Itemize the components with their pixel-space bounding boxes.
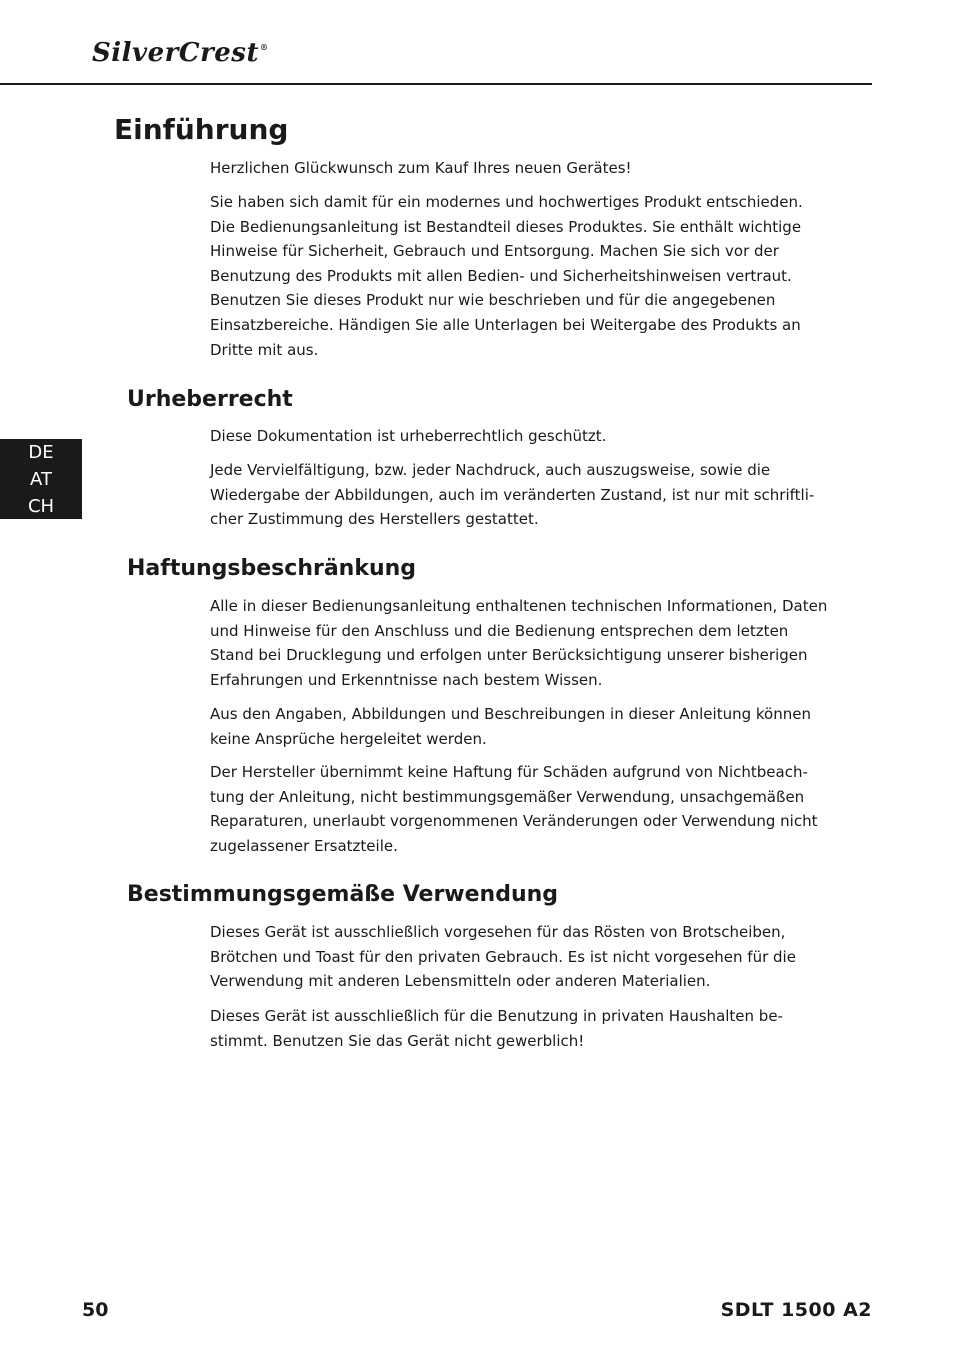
brand-logo: [92, 38, 268, 68]
liability-paragraph-3: Der Hersteller übernimmt keine Haftung für Schäden aufgrund von Nichtbeach- tung der Anleitung, nicht bestimmungsgemäßer Verwendung, unsachgemäßen Reparaturen, unerlaubt vorgenommenen Veränderungen oder Verwendung nicht zugelassener Ersatzteile.: [210, 763, 818, 855]
page-title: Einführung: [114, 113, 289, 146]
copyright-paragraph-1: Diese Dokumentation ist urheberrechtlich geschützt.: [210, 427, 607, 445]
intended-use-paragraph-1: Dieses Gerät ist ausschließlich vorgesehen für das Rösten von Brotscheiben, Brötchen und Toast für den privaten Gebrauch. Es ist nicht vorgesehen für die Verwendung mit anderen Lebensmitteln oder anderen Materialien.: [210, 923, 796, 991]
brand-name: SilverCrest: [92, 38, 259, 68]
page-number: 50: [82, 1299, 109, 1321]
section-heading-intended-use: Bestimmungsgemäße Verwendung: [127, 882, 559, 907]
lang-de: DE: [28, 442, 54, 463]
model-number: SDLT 1500 A2: [720, 1299, 872, 1321]
lang-ch: CH: [27, 496, 55, 517]
header-divider: [0, 83, 872, 85]
intro-paragraph-2: Sie haben sich damit für ein modernes und hochwertiges Produkt entschieden. Die Bedienungsanleitung ist Bestandteil dieses Produktes. Sie enthält wichtige Hinweise für Sicherheit, Gebrauch und Entsorgung. Machen Sie sich vor der Benutzung des Produkts mit allen Bedien- und Sicherheitshinweisen vertraut. Benutzen Sie dieses Produkt nur wie beschrieben und für die angegebenen Einsatzbereiche. Händigen Sie alle Unterlagen bei Weitergabe des Produkts an Dritte mit aus.: [210, 193, 803, 359]
section-heading-liability: Haftungsbeschränkung: [127, 556, 417, 581]
section-heading-copyright: Urheberrecht: [127, 387, 293, 412]
liability-paragraph-2: Aus den Angaben, Abbildungen und Beschreibungen in dieser Anleitung können keine Ansprüche hergeleitet werden.: [210, 705, 811, 748]
lang-at: AT: [30, 469, 52, 490]
intended-use-paragraph-2: Dieses Gerät ist ausschließlich für die Benutzung in privaten Haushalten be- stimmt. Benutzen Sie das Gerät nicht gewerblich!: [210, 1007, 783, 1050]
liability-paragraph-1: Alle in dieser Bedienungsanleitung enthaltenen technischen Informationen, Daten und Hinweise für den Anschluss und die Bedienung entsprechen dem letzten Stand bei Drucklegung und erfolgen unter Berücksichtigung unserer bisherigen Erfahrungen und Erkenntnisse nach bestem Wissen.: [210, 597, 828, 689]
intro-paragraph-1: Herzlichen Glückwunsch zum Kauf Ihres neuen Gerätes!: [210, 159, 632, 177]
language-tab: [0, 439, 82, 519]
registered-mark: ®: [259, 42, 269, 52]
copyright-paragraph-2: Jede Vervielfältigung, bzw. jeder Nachdruck, auch auszugsweise, sowie die Wiedergabe der Abbildungen, auch im veränderten Zustand, ist nur mit schriftli- cher Zustimmung des Herstellers gestattet.: [210, 461, 815, 529]
